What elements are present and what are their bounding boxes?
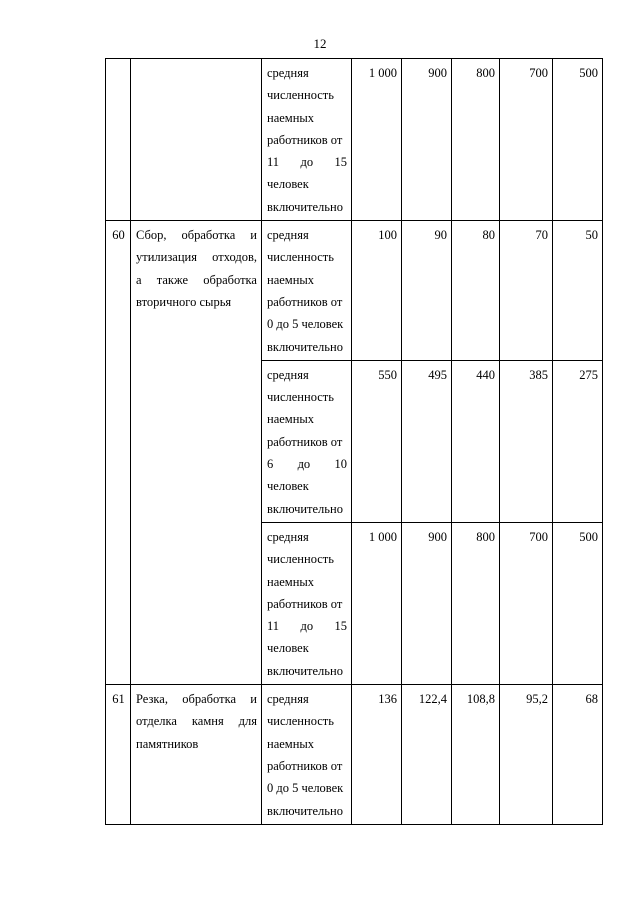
- value-cell: 275: [553, 360, 603, 522]
- value-cell: 1 000: [352, 59, 402, 221]
- value-cell: 385: [500, 360, 553, 522]
- table-row: [106, 59, 603, 221]
- page-number: 12: [313, 36, 327, 51]
- condition-line: работников от: [267, 294, 343, 309]
- condition-line: наемных: [267, 574, 315, 589]
- employee-condition: [262, 522, 352, 684]
- condition-line-word: 10: [334, 457, 347, 472]
- value-cell: 68: [553, 685, 603, 825]
- value-cell: 440: [452, 360, 500, 522]
- table-row: [106, 221, 603, 361]
- value-cell: 900: [402, 59, 452, 221]
- condition-line: человек: [267, 479, 309, 494]
- condition-line: средняя: [267, 692, 309, 707]
- condition-line: численность: [267, 88, 334, 103]
- activity-name-line-word: Резка,: [136, 692, 168, 707]
- row-number: 61: [106, 685, 131, 825]
- row-number: 60: [106, 221, 131, 685]
- condition-line: включительно: [267, 803, 343, 818]
- activity-name: [131, 685, 262, 825]
- condition-line-word: до: [300, 155, 314, 170]
- value-cell: 90: [402, 221, 452, 361]
- condition-line: 0 до 5 человек: [267, 781, 344, 796]
- activity-name-line-word: обработка: [182, 692, 237, 707]
- activity-name-line-word: и: [250, 228, 257, 243]
- activity-name-line-justified: [136, 246, 257, 268]
- value-cell: 495: [402, 360, 452, 522]
- condition-line: включительно: [267, 663, 343, 678]
- activity-name-line-word: отделка: [136, 714, 177, 729]
- condition-line: наемных: [267, 110, 315, 125]
- value-cell: 80: [452, 221, 500, 361]
- condition-line: работников от: [267, 758, 343, 773]
- activity-name-line: памятников: [136, 736, 199, 751]
- condition-line: численность: [267, 250, 334, 265]
- value-cell: 500: [553, 59, 603, 221]
- value-cell: 550: [352, 360, 402, 522]
- activity-name-line-word: отходов,: [212, 250, 257, 265]
- value-cell: 136: [352, 685, 402, 825]
- value-cell: 100: [352, 221, 402, 361]
- tariff-table: [105, 58, 603, 825]
- value-cell: 50: [553, 221, 603, 361]
- activity-name-line-word: а: [136, 272, 142, 287]
- employee-condition: [262, 59, 352, 221]
- condition-line: средняя: [267, 529, 309, 544]
- table-row: [106, 685, 603, 825]
- value-cell: 95,2: [500, 685, 553, 825]
- value-cell: 700: [500, 522, 553, 684]
- condition-line-word: до: [300, 619, 314, 634]
- activity-name-line-word: обработка: [181, 228, 236, 243]
- activity-name-line-word: обработка: [203, 272, 257, 287]
- condition-line-word: 11: [267, 619, 280, 634]
- activity-name-line-justified: [136, 224, 257, 246]
- condition-line: человек: [267, 641, 309, 656]
- value-cell: 108,8: [452, 685, 500, 825]
- activity-name-line-justified: [136, 710, 257, 732]
- condition-line: численность: [267, 714, 334, 729]
- condition-line: наемных: [267, 272, 315, 287]
- condition-line-justified: [267, 453, 347, 475]
- employee-condition: [262, 360, 352, 522]
- activity-name-line-word: Сбор,: [136, 228, 167, 243]
- condition-line-word: 6: [267, 457, 274, 472]
- condition-line: средняя: [267, 228, 309, 243]
- activity-name-line-justified: [136, 688, 257, 710]
- condition-line-word: 11: [267, 155, 280, 170]
- condition-line: включительно: [267, 199, 343, 214]
- condition-line: численность: [267, 390, 334, 405]
- value-cell: 800: [452, 522, 500, 684]
- row-number: [106, 59, 131, 221]
- activity-name-line: вторичного сырья: [136, 294, 232, 309]
- condition-line-word: 15: [334, 155, 347, 170]
- activity-name: [131, 59, 262, 221]
- condition-line-word: до: [297, 457, 311, 472]
- activity-name-line-justified: [136, 269, 257, 291]
- activity-name-line-word: и: [250, 692, 257, 707]
- condition-line: наемных: [267, 412, 315, 427]
- condition-line: численность: [267, 552, 334, 567]
- condition-line-justified: [267, 615, 347, 637]
- condition-line-justified: [267, 151, 347, 173]
- condition-line: работников от: [267, 434, 343, 449]
- value-cell: 70: [500, 221, 553, 361]
- activity-name: [131, 221, 262, 685]
- condition-line: средняя: [267, 66, 309, 80]
- value-cell: 500: [553, 522, 603, 684]
- value-cell: 800: [452, 59, 500, 221]
- condition-line: работников от: [267, 596, 343, 611]
- value-cell: 900: [402, 522, 452, 684]
- value-cell: 700: [500, 59, 553, 221]
- condition-line: средняя: [267, 367, 309, 382]
- condition-line: работников от: [267, 132, 343, 147]
- value-cell: 1 000: [352, 522, 402, 684]
- condition-line: включительно: [267, 339, 343, 354]
- employee-condition: [262, 685, 352, 825]
- activity-name-line-word: также: [156, 272, 189, 287]
- condition-line: 0 до 5 человек: [267, 317, 344, 332]
- condition-line: человек: [267, 177, 309, 192]
- value-cell: 122,4: [402, 685, 452, 825]
- activity-name-line-word: утилизация: [136, 250, 197, 265]
- condition-line-word: 15: [334, 619, 347, 634]
- condition-line: включительно: [267, 501, 343, 516]
- condition-line: наемных: [267, 736, 315, 751]
- activity-name-line-word: для: [238, 714, 257, 729]
- activity-name-line-word: камня: [191, 714, 224, 729]
- employee-condition: [262, 221, 352, 361]
